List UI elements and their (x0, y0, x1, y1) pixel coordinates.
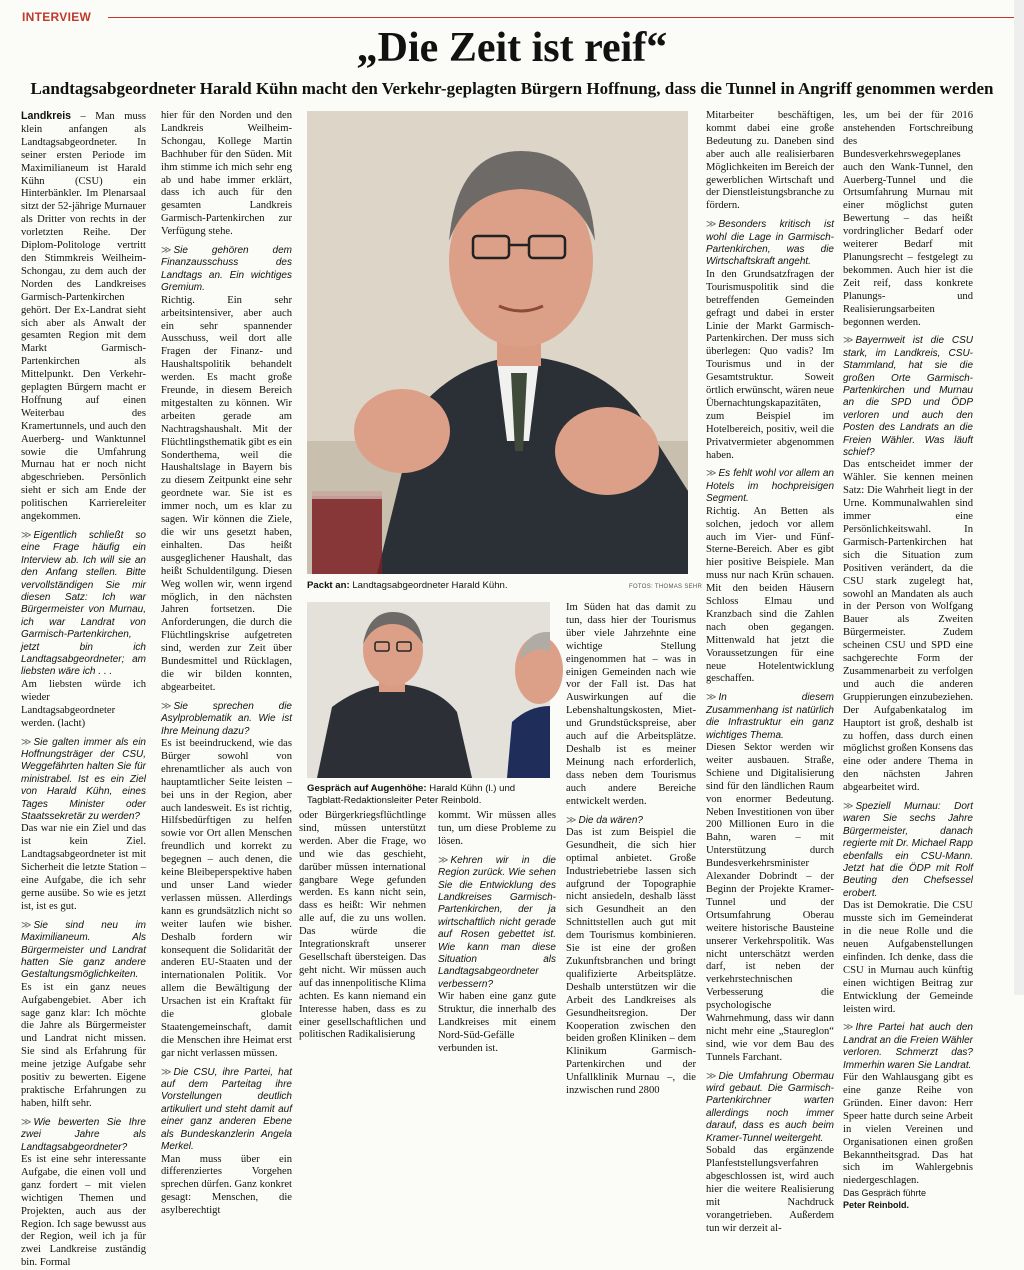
answer: In den Grundsatzfragen der Tourismuspolitik sind die betreffenden Gemeinden gefragt und dabei in erster Linie der Markt Garmisch-Partenkirchen. Der muss sich überlegen: Quo vadis? Im Tourismus und in der Gesamtstruktur. Soweit örtlich erwünscht, wären neue Übernachtungskapazitäten, zum Beispiel im Hotelbereich, positiv, weil die Privatvermieter abgenommen haben. (706, 268, 834, 461)
column-3 (299, 810, 426, 1041)
question: ≫ Sie sprechen die Asylproblematik an. Wie ist Ihre Meinung dazu? (161, 700, 292, 737)
second-photo-caption: Gespräch auf Augenhöhe: Harald Kühn (l.) und Tagblatt-Redaktionsleiter Peter Reinbold. (307, 783, 516, 806)
subheadline: Landtagsabgeordneter Harald Kühn macht den Verkehr-geplagten Bürgern Hoffnung, dass die Tunnel in Angriff genommen werden (30, 79, 994, 98)
question: ≫ Sie gehören dem Finanzausschuss des Landtags an. Ein wichtiges Gremium. (161, 245, 292, 294)
answer: Es ist eine sehr interessante Aufgabe, die einen voll und ganz fordert – mit vielen wichtigen Themen und Projekten, auch aus der Region. Ich sage bewusst aus der Region, weil ich ja für zwei Landkreise zuständig bin. Formal (21, 1154, 146, 1269)
question: ≫ Besonders kritisch ist wohl die Lage in Garmisch-Partenkirchen, was die Wirtschaftskraft angeht. (706, 219, 834, 268)
question: ≫ Eigentlich schließt so eine Frage häufig ein Interview ab. Ich will sie an den Anfang stellen. Bitte vervollständigen Sie mir diesen Satz: Ich war Bürgermeister von Murnau, ich war Landrat von Garmisch-Partenkirchen, jetzt bin ich Landtagsabgeordneter; am liebsten wäre ich . . . (21, 530, 146, 678)
question-marker-icon: ≫ (161, 700, 171, 712)
second-photo (307, 602, 550, 778)
answer: Man muss über ein differenziertes Vorgehen sprechen dürfen. Ganz konkret gesagt: Menschen, die asylberechtigt (161, 1153, 292, 1217)
photo-credit: FOTOS: THOMAS SEHR (629, 584, 703, 590)
question-marker-icon: ≫ (21, 1116, 31, 1128)
question: ≫ Bayernweit ist die CSU stark, im Landkreis, CSU-Stammland, hat sie die großen Orte Garmisch-Partenkirchen und Murnau an die SPD und ÖDP verloren und auch den Posten des Landrats an die Freien Wähler. Was läuft schief? (843, 335, 973, 459)
question-marker-icon: ≫ (566, 814, 576, 826)
paragraph: oder Bürgerkriegsflüchtlinge sind, müssen unterstützt werden. Aber die Frage, wo und wie das geschieht, darüber müssen international gangbare Wege gefunden werden. Es kann nicht sein, dass es heißt: Wir nehmen alle auf, die zu uns wollen. Das würde die Integrationskraft unserer Gesellschaft übersteigen. Das geht nicht. Wir müssen auch auf das innenpolitische Klima achten. Es kann niemand ein Interesse haben, dass es zu einer gesellschaftlichen und politischen Radikalisierung (299, 810, 426, 1041)
answer: Richtig. Ein sehr arbeitsintensiver, aber auch ein sehr spannender Ausschuss, weil dort alle Fragen der Finanz- und Haushaltspolitik behandelt werden. Es macht große Freunde, in diesem Bereich mitgestalten zu können. Wir arbeiten gerade am Nachtragshaushalt. Mit der Flüchtlingsthematik gibt es ein Sonderthema, weil die Haushaltslage in Bayern bis zu diesem Zeitpunkt eine sehr geordnete war. Sie ist es immer noch, um es klar zu sagen. Wir können die Ziele, die wir uns gesetzt haben, einhalten. Das heißt ausgeglichener Haushalt, das heißt Schuldentilgung. Diesen Weg wollen wir, wenn irgend möglich, in den nächsten Jahren fortsetzen. Die Anforderungen, die durch die Flüchtlingskrise aufgetreten sind, werden zur Zeit über Bundesmittel und Rücklagen, die wir bilden konnten, abgearbeitet. (161, 294, 292, 693)
paragraph: hier für den Norden und den Landkreis Weilheim-Schongau, Kollege Martin Bachhuber für den Süden. Mit ihm stimme ich mich sehr eng ab und habe immer erklärt, dass ich auch für den gesamten Landkreis Garmisch-Partenkirchen zur Verfügung stehe. (161, 110, 292, 238)
answer: Richtig. An Betten als solchen, jedoch vor allem auch im Vier- und Fünf-Sterne-Bereich. Aber es gibt hier positive Beispiele. Man muss nur nach Krün schauen. Mit den beiden Häusern Schloss Elmau und Kranzbach sind die Zahlen nach oben gegangen. Mittenwald hat jetzt die Voraussetzungen für eine neue Hotelentwicklung geschaffen. (706, 505, 834, 685)
question-marker-icon: ≫ (21, 530, 31, 541)
paragraph: Im Süden hat das damit zu tun, dass hier der Tourismus über viele Jahrzehnte eine wichtige Stellung eingenommen hat – was in einigen Gemeinden nach wie vor der Fall ist. Das hat Auswirkungen auf die Lebenshaltungskosten, Miet- und Grundstückspreise, aber auch auf die Arbeitsplätze. Deshalb ist es meiner Meinung nach erforderlich, dass neben dem Tourismus auch andere Bereiche entwickelt werden. (566, 602, 696, 807)
answer: Für den Wahlausgang gibt es eine ganze Reihe von Gründen. Einer davon: Herr Speer hatte durch seine Arbeit in vielen Vereinen und Organisationen einen großen Bekanntheitsgrad. Das hat sich im Wahlergebnis niedergeschlagen. (843, 1072, 973, 1187)
intro-paragraph: – Man muss klein anfangen als Landtagsabgeordneter. In seiner ersten Periode im Maximilianeum ist Harald Kühn (CSU) ein Hinterbänkler. Im Plenarsaal sitzt der 52-jährige Murnauer als Dritter von rechts in der vorletzten Reihe. Der Diplom-Politologe vertritt den Stimmkreis Weilheim-Schongau, zu dem auch der Norden des Landkreises Garmisch-Partenkirchen gehört. Der Ex-Landrat sieht sich aber als Anwalt der gesamten Region mit dem Markt Garmisch-Partenkirchen als Mittelpunkt. Den Verkehr-geplagten Bürgern macht er Hoffnung auf einen Weiterbau des Kramertunnels, und auch den Auerberg- und Wanktunnel sowie die Umfahrung Murnau hat er noch nicht abgeschrieben. Persönlich sieht er sich am Ende der politischen Karriereleiter angekommen. (21, 111, 146, 523)
question-marker-icon: ≫ (843, 1022, 853, 1034)
question: ≫ Sie sind neu im Maximilianeum. Als Bürgermeister und Landrat hatten Sie ganz andere Gestaltungsmöglichkeiten. (21, 919, 146, 981)
column-2 (161, 110, 292, 1217)
question: ≫ Es fehlt wohl vor allem an Hotels im hochpreisigen Segment. (706, 468, 834, 505)
page-scrollbar[interactable] (1014, 0, 1024, 995)
author-name: Peter Reinbold. (843, 1199, 910, 1210)
main-photo (307, 111, 688, 574)
question: ≫ Die da wären? (566, 814, 643, 826)
paragraph: kommt. Wir müssen alles tun, um diese Probleme zu lösen. (438, 810, 556, 847)
answer: Es ist ein ganz neues Aufgabengebiet. Aber ich sage ganz klar: Ich möchte die Jahre als Bürgermeister und Landrat nicht missen. Sie sind als Erfahrung für meine jetzige Aufgabe sehr positiv zu bewerten. Eigene praktische Erfahrungen zu haben, hilft sehr. (21, 981, 146, 1109)
paragraph: Mitarbeiter beschäftigen, kommt dabei eine große Bedeutung zu. Daneben sind aber auch alle realisierbaren Möglichkeiten im Bereich der gewerblichen Wirtschaft und der Dienstleistungsbranche zu fördern. (706, 110, 834, 212)
question: ≫ Die Umfahrung Obermau wird gebaut. Die Garmisch-Partenkirchner warten allerdings noch immer darauf, dass es auch beim Kramer-Tunnel weitergeht. (706, 1070, 834, 1144)
question-marker-icon: ≫ (843, 801, 853, 813)
section-label: INTERVIEW (22, 10, 92, 24)
question: ≫ Kehren wir in die Region zurück. Wie sehen Sie die Entwicklung des Landkreises Garmisch-Partenkirchen, der ja wirtschaftlich nicht gerade auf Rosen gebettet ist. Wie kann man diese Situation als Landtagsabgeordneter verbessern? (438, 854, 556, 990)
column-4 (438, 810, 556, 1054)
main-photo-caption: Packt an: Landtagsabgeordneter Harald Kühn. (307, 580, 508, 591)
question: ≫ Die CSU, ihre Partei, hat auf dem Parteitag ihre Vorstellungen deutlich artikuliert und steht damit auf einer ganz anderen Ebene als Bundeskanzlerin Angela Merkel. (161, 1066, 292, 1153)
question-marker-icon: ≫ (843, 335, 853, 347)
answer: Sobald das ergänzende Planfeststellungsverfahren abgeschlossen ist, wird auch hier die weitere Realisierung mit Nachdruck vorangetrieben. Außerdem tun wir derzeit al- (706, 1145, 834, 1234)
answer: Diesen Sektor werden wir weiter ausbauen. Straße, Schiene und Digitalisierung sind für den ländlichen Raum von enormer Bedeutung. Neben Investitionen von über 200 Millionen Euro in die Bahn, waren – mit Unterstützung durch Bundesverkehrsminister Alexander Dobrindt – der Beginn der Projekte Kramer-Tunnel und der Ortsumfahrung Oberau weitere historische Bausteine unserer Verkehrspolitik. Was nicht unterschätzt werden darf, ist neben der verkehrstechnischen Verbesserung die psychologische Wahrnehmung, dass wir dann nicht mehr eine „Staureglon“ sind, wie vor dem Bau des Tunnels Farchant. (706, 742, 834, 1063)
question-marker-icon: ≫ (161, 245, 171, 257)
answer: Das ist Demokratie. Die CSU musste sich im Gemeinderat in die neue Rolle und die neuen Aufgabenstellungen einfinden. Ich denke, dass die CSU in Murnau auch künftig einen wichtigen Beitrag zur Entwicklung der Gemeinde leisten wird. (843, 900, 973, 1015)
question-marker-icon: ≫ (706, 219, 716, 231)
answer: Wir haben eine ganz gute Struktur, die innerhalb des Landkreises mit einem Nord-Süd-Gefälle verbunden ist. (438, 991, 556, 1054)
dateline: Landkreis (21, 110, 72, 122)
question: ≫ Sie galten immer als ein Hoffnungsträger der CSU, Weggefährten halten Sie für ministrabel. Ist es ein Ziel von Harald Kühn, eines Tages Minister oder Staatssekretär zu werden? (21, 736, 146, 822)
column-1 (21, 110, 146, 1269)
question-marker-icon: ≫ (21, 736, 31, 748)
question: ≫ Wie bewerten Sie Ihre zwei Jahre als Landtagsabgeordneter? (21, 1116, 146, 1153)
question-marker-icon: ≫ (21, 919, 31, 931)
answer: Am liebsten würde ich wieder Landtagsabgeordneter werden. (lacht) (21, 678, 146, 729)
question: ≫ Ihre Partei hat auch den Landrat an die Freien Wähler verloren. Schmerzt das? Immerhin waren Sie Landrat. (843, 1022, 973, 1071)
question-marker-icon: ≫ (706, 692, 716, 704)
question: ≫ Speziell Murnau: Dort waren Sie sechs Jahre Bürgermeister, danach regierte mit Dr. Michael Rapp ebenfalls ein CSU-Mann. Jetzt hat die ÖDP mit Rolf Beuting den Chefsessel erobert. (843, 801, 973, 899)
column-5 (566, 602, 696, 1097)
answer: Das entscheidet immer der Wähler. Sie kennen meinen Satz: Die Wahrheit liegt in der Urne. Kommunalwahlen sind immer eine Persönlichkeitswahl. In Garmisch-Partenkirchen hat sich die Situation zum Positiven verändert, da die CSU stark zugelegt hat, sowohl an Mandaten als auch in der Person von Wolfgang Bauer als Zweiten Bürgermeister. Zudem scheinen CSU und SPD eine sachgerechte Form der Zusammenarbeit zu verfolgen und auch die anderen Gruppierungen einzubeziehen. Der Aufgabenkatalog im Hauptort ist groß, deshalb ist zu hoffen, dass durch einen möglichst großen Konsens das eine oder andere Thema in den nächsten Jahren abgearbeitet wird. (843, 459, 974, 794)
answer: Es ist beeindruckend, wie das Bürger sowohl von ehrenamtlicher als auch von hauptamtlicher Seite leisten – bei uns in der Region, aber auch landesweit. Es ist richtig, Hilfsbedürftigen zu helfen sowie vor Ort allen Menschen freundlich und korrekt zu begegnen – auch denen, die keine Bleibeperspektive haben und unser Land wieder verlassen müssen. Allerdings kann es grundsätzlich nicht so weiter laufen wie bisher. Deshalb fordern wir konsequent die Solidarität der anderen EU-Staaten und der internationalen Politik. Vor allem die Bewältigung der Ursachen ist ein Kraftakt für die globale Staatengemeinschaft, damit die Menschen ihre Heimat erst gar nicht verlassen müssen. (161, 738, 292, 1059)
portrait-illustration (307, 111, 688, 574)
question: ≫ In diesem Zusammenhang ist natürlich die Infrastruktur ein ganz wichtiges Thema. (706, 692, 834, 741)
question-marker-icon: ≫ (706, 468, 716, 480)
question-marker-icon: ≫ (438, 854, 448, 866)
column-6 (706, 110, 834, 1234)
headline: „Die Zeit ist reif“ (356, 25, 668, 71)
interview-illustration (307, 602, 550, 778)
paragraph: les, um bei der für 2016 anstehenden Fortschreibung des Bundesverkehrswegeplanes auch den Wank-Tunnel, den Auerberg-Tunnel und die Ortsumfahrung Murnau mit einer möglichst guten Bewertung – das heißt vordringlicher Bedarf oder weiterer Bedarf mit Planungsrecht – festgelegt zu bekommen. Auch hier ist die Zeit reif, dass konkrete Planungs- und Realisierungsarbeiten begonnen werden. (843, 110, 973, 328)
signoff: Das Gespräch führte Peter Reinbold. (843, 1188, 927, 1210)
answer: Das ist zum Beispiel die Gesundheit, die sich hier optimal anbietet. Große Industriebetriebe lassen sich aufgrund der Topographie nicht ansiedeln, deshalb lässt sich Gesundheit an den Schnittstellen auch gut mit dem Tourismus kombinieren. Sie ist eine der großen Zukunftsbranchen und bringt qualifizierte Arbeitsplätze. Deshalb unterstützen wir die Arbeit des Landkreises als Gesundheitsregion. Der Kooperation zwischen den beiden großen Kliniken – dem Klinikum Garmisch-Partenkirchen und der Unfallklinik Murnau –, die inzwischen rund 2800 (566, 826, 696, 1097)
column-7 (843, 110, 974, 1210)
answer: Das war nie ein Ziel und das ist kein Ziel. Landtagsabgeordneter ist mit Sicherheit die letzte Station – eine Aufgabe, die ich sehr gerne ausübe. So wie es jetzt ist, ist es gut. (21, 823, 146, 912)
section-rule (108, 17, 1014, 18)
question-marker-icon: ≫ (161, 1066, 171, 1078)
question-marker-icon: ≫ (706, 1070, 716, 1082)
